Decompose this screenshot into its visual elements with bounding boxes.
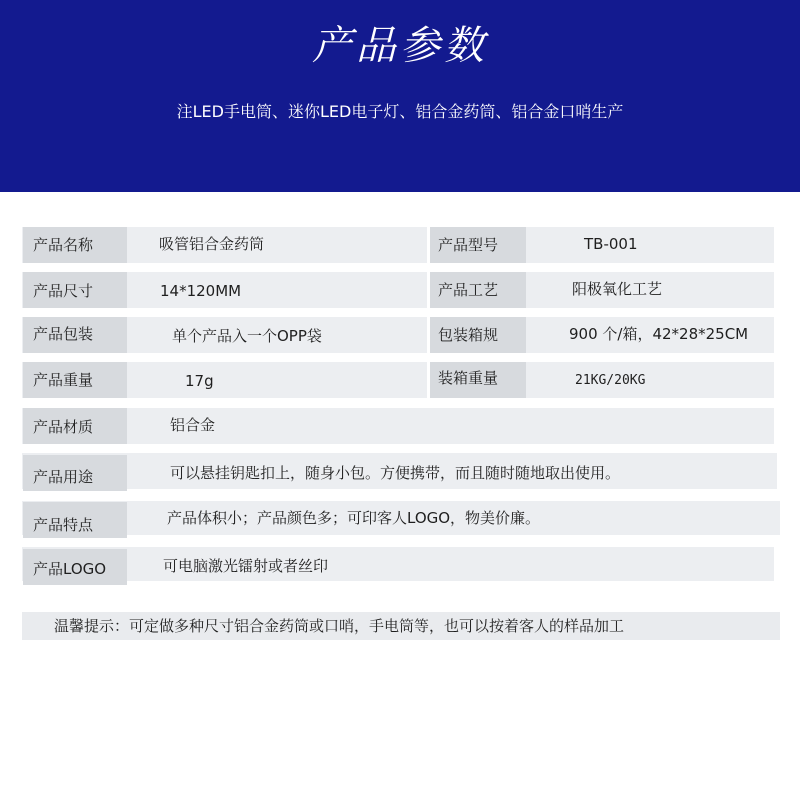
- spec-label-package: 产品包装: [23, 317, 127, 353]
- header-banner: [0, 0, 800, 192]
- spec-label-usage: 产品用途: [23, 455, 127, 491]
- spec-value-name: 吸管铝合金药筒: [159, 235, 265, 253]
- spec-label-features: 产品特点: [23, 502, 127, 538]
- spec-value-material: 铝合金: [170, 416, 216, 434]
- tip-note: 温馨提示：可定做多种尺寸铝合金药筒或口哨，手电筒等，也可以按着客人的样品加工: [22, 612, 780, 640]
- spec-row-logo: [22, 547, 774, 581]
- spec-row-material: [22, 408, 774, 444]
- spec-label-size: 产品尺寸: [23, 272, 127, 308]
- spec-label-material: 产品材质: [23, 408, 127, 444]
- page-subtitle: 注LED手电筒、迷你LED电子灯、铝合金药筒、铝合金口哨生产: [176, 102, 624, 121]
- spec-value-usage: 可以悬挂钥匙扣上，随身小包。方便携带，而且随时随地取出使用。: [170, 464, 621, 482]
- spec-value-process: 阳极氧化工艺: [572, 280, 663, 298]
- spec-value-package: 单个产品入一个OPP袋: [172, 327, 322, 345]
- spec-label-name: 产品名称: [23, 227, 127, 263]
- spec-label-carton: 包装箱规: [430, 317, 526, 353]
- spec-value-weight: 17g: [185, 372, 214, 390]
- spec-value-model: TB-001: [584, 235, 638, 253]
- spec-label-process: 产品工艺: [430, 272, 526, 308]
- page-title: 产品参数: [312, 23, 488, 69]
- spec-value-features: 产品体积小；产品颜色多；可印客人LOGO，物美价廉。: [167, 509, 541, 527]
- spec-value-size: 14*120MM: [160, 282, 242, 300]
- spec-value-carton: 900 个/箱，42*28*25CM: [569, 325, 749, 343]
- spec-label-carton-weight: 装箱重量: [430, 362, 526, 398]
- spec-label-model: 产品型号: [430, 227, 526, 263]
- spec-label-logo: 产品LOGO: [23, 549, 127, 585]
- spec-label-weight: 产品重量: [23, 362, 127, 398]
- spec-value-carton-weight: 21KG/20KG: [575, 373, 646, 388]
- spec-value-logo: 可电脑激光镭射或者丝印: [163, 557, 329, 575]
